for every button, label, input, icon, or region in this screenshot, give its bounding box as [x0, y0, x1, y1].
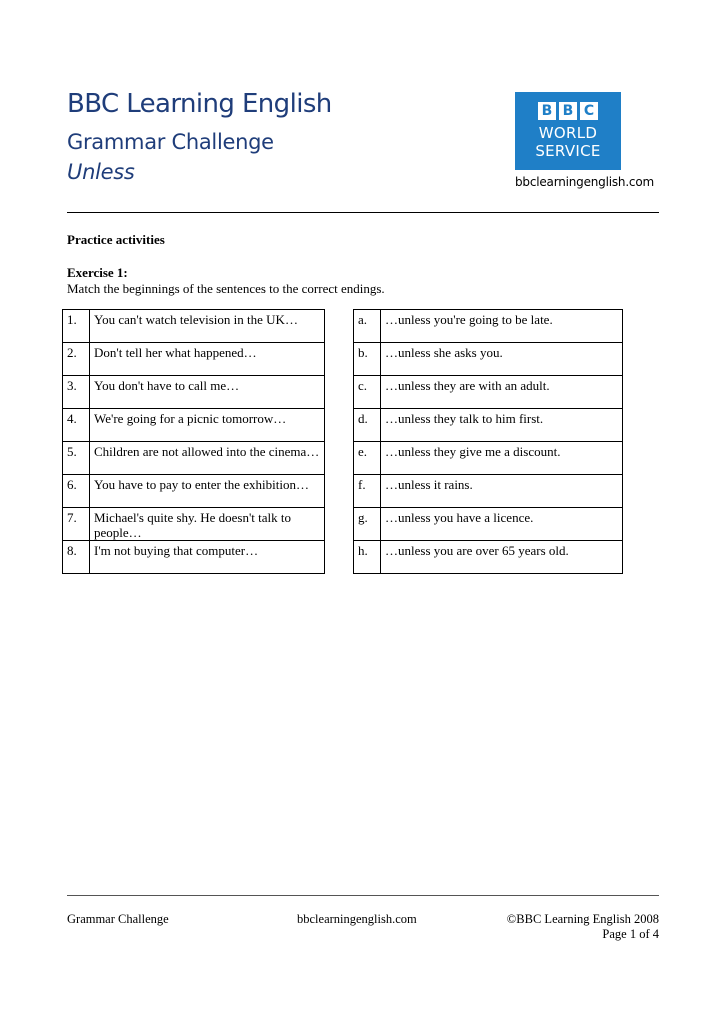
ending-letter: c. [354, 376, 381, 409]
logo-line-world: WORLD [538, 124, 598, 142]
beginning-text: We're going for a picnic tomorrow… [90, 409, 325, 442]
beginning-number: 1. [63, 310, 90, 343]
table-row [354, 343, 623, 376]
bbc-letter-b1: B [538, 102, 556, 120]
beginning-text: Michael's quite shy. He doesn't talk to people… [90, 508, 325, 541]
table-row [63, 541, 325, 574]
beginning-number: 3. [63, 376, 90, 409]
table-row [63, 343, 325, 376]
exercise-instructions: Match the beginnings of the sentences to the correct endings. [67, 281, 385, 296]
table-row [354, 508, 623, 541]
table-row [63, 310, 325, 343]
ending-text: …unless you are over 65 years old. [381, 541, 623, 574]
ending-text: …unless they talk to him first. [381, 409, 623, 442]
table-row [63, 442, 325, 475]
header-divider [67, 212, 659, 213]
logo-website: bbclearningenglish.com [515, 175, 654, 189]
table-row [354, 442, 623, 475]
endings-table [353, 309, 623, 574]
ending-text: …unless she asks you. [381, 343, 623, 376]
document-title: BBC Learning English [67, 89, 332, 119]
beginning-text: You don't have to call me… [90, 376, 325, 409]
ending-letter: b. [354, 343, 381, 376]
beginning-text: I'm not buying that computer… [90, 541, 325, 574]
beginning-text: Don't tell her what happened… [90, 343, 325, 376]
footer-course-name: Grammar Challenge [67, 912, 169, 926]
footer-website: bbclearningenglish.com [297, 912, 417, 926]
beginning-number: 2. [63, 343, 90, 376]
table-row [63, 475, 325, 508]
beginning-number: 4. [63, 409, 90, 442]
beginning-text: You have to pay to enter the exhibition… [90, 475, 325, 508]
section-title: Practice activities [67, 232, 165, 247]
ending-letter: a. [354, 310, 381, 343]
table-row [63, 376, 325, 409]
footer-divider [67, 895, 659, 896]
footer-copyright: ©BBC Learning English 2008 [506, 912, 659, 926]
table-row [354, 376, 623, 409]
table-row [63, 409, 325, 442]
table-row [354, 541, 623, 574]
ending-letter: f. [354, 475, 381, 508]
beginnings-table [62, 309, 325, 574]
document-subtitle: Grammar Challenge [67, 130, 274, 154]
table-row [354, 310, 623, 343]
table-row [63, 508, 325, 541]
ending-letter: e. [354, 442, 381, 475]
ending-text: …unless they are with an adult. [381, 376, 623, 409]
bbc-world-service-logo [515, 92, 621, 170]
footer-copyright-block [507, 912, 659, 942]
beginning-number: 8. [63, 541, 90, 574]
beginning-text: You can't watch television in the UK… [90, 310, 325, 343]
beginning-number: 6. [63, 475, 90, 508]
ending-letter: d. [354, 409, 381, 442]
table-row [354, 475, 623, 508]
bbc-letter-blocks [538, 102, 598, 120]
exercise-title: Exercise 1: [67, 265, 128, 280]
bbc-letter-b2: B [559, 102, 577, 120]
logo-line-service: SERVICE [535, 142, 601, 160]
footer-page-number: Page 1 of 4 [602, 927, 659, 941]
ending-text: …unless you're going to be late. [381, 310, 623, 343]
grammar-topic: Unless [67, 160, 135, 184]
ending-letter: g. [354, 508, 381, 541]
ending-text: …unless it rains. [381, 475, 623, 508]
beginning-text: Children are not allowed into the cinema… [90, 442, 325, 475]
beginning-number: 5. [63, 442, 90, 475]
table-row [354, 409, 623, 442]
ending-letter: h. [354, 541, 381, 574]
ending-text: …unless you have a licence. [381, 508, 623, 541]
ending-text: …unless they give me a discount. [381, 442, 623, 475]
bbc-letter-c: C [580, 102, 598, 120]
beginning-number: 7. [63, 508, 90, 541]
